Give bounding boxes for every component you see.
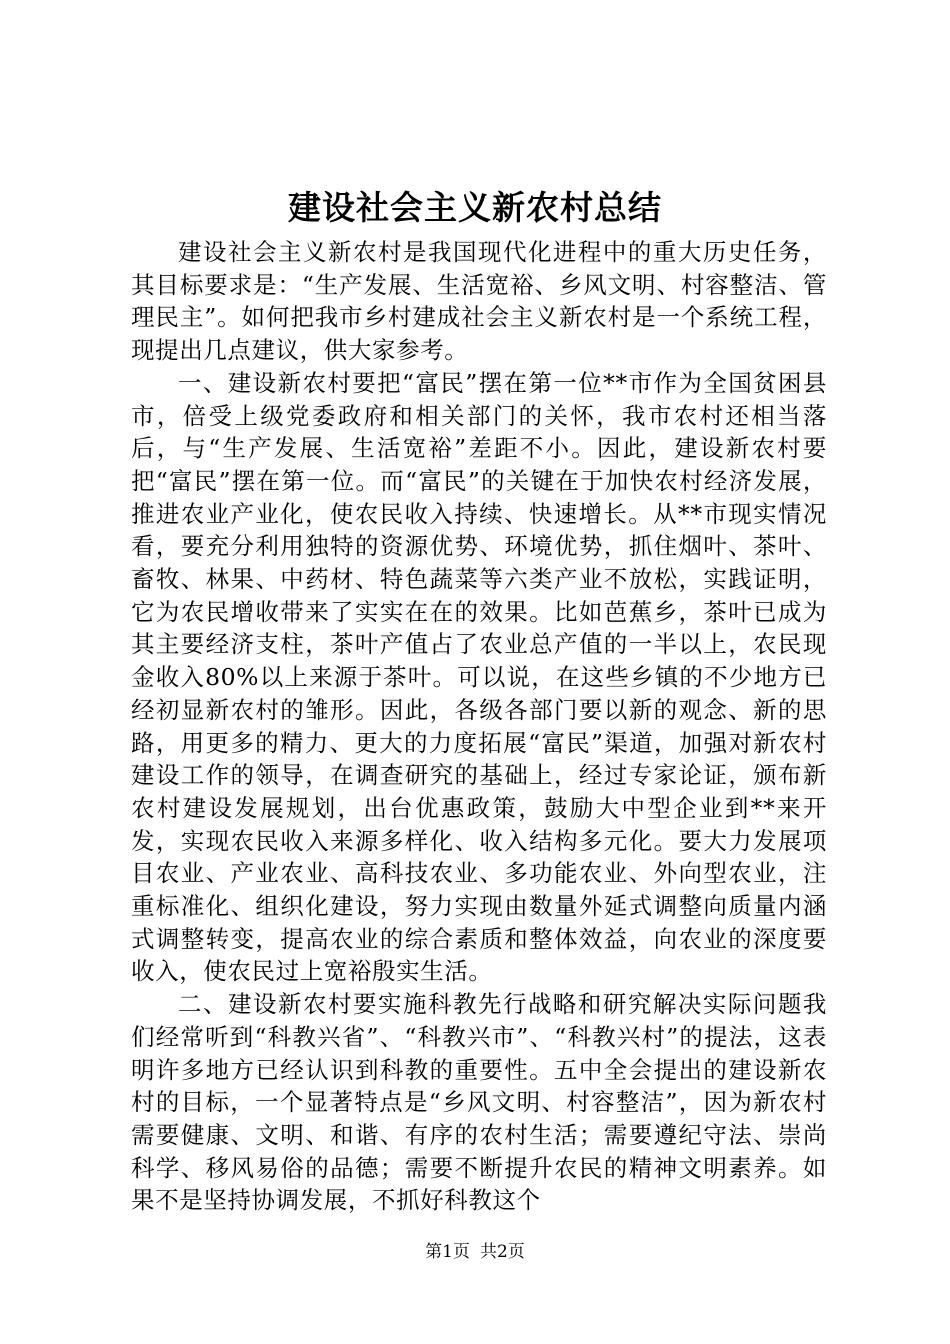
page-footer (0, 1240, 950, 1264)
paragraph-intro: 建设社会主义新农村是我国现代化进程中的重大历史任务，其目标要求是：“生产发展、生活宽裕、乡风文明、村容整洁、管理民主”。如何把我市乡村建成社会主义新农村是一个系统工程，现提出几点建议，供大家参考。 (131, 238, 827, 365)
page-number: 第1页 (425, 1242, 470, 1262)
paragraph-section-one: 一、建设新农村要把“富民”摆在第一位**市作为全国贫困县市，倍受上级党委政府和相关部门的关怀，我市农村还相当落后，与“生产发展、生活宽裕”差距不小。因此，建设新农村要把“富民”摆在第一位。而“富民”的关键在于加快农村经济发展，推进农业产业化，使农民收入持续、快速增长。从**市现实情况看，要充分利用独特的资源优势、环境优势，抓住烟叶、茶叶、畜牧、林果、中药材、特色蔬菜等六类产业不放松，实践证明，它为农民增收带来了实实在在的效果。比如芭蕉乡，茶叶已成为其主要经济支柱，茶叶产值占了农业总产值的一半以上，农民现金收入80%以上来源于茶叶。可以说，在这些乡镇的不少地方已经初显新农村的雏形。因此，各级各部门要以新的观念、新的思路，用更多的精力、更大的力度拓展“富民”渠道，加强对新农村建设工作的领导，在调查研究的基础上，经过专家论证，颁布新农村建设发展规划，出台优惠政策，鼓励大中型企业到**来开发，实现农民收入来源多样化、收入结构多元化。要大力发展项目农业、产业农业、高科技农业、多功能农业、外向型农业，注重标准化、组织化建设，努力实现由数量外延式调整向质量内涵式调整转变，提高农业的综合素质和整体效益，向农业的深度要收入，使农民过上宽裕殷实生活。 (131, 368, 827, 986)
paragraph-section-two: 二、建设新农村要实施科教先行战略和研究解决实际问题我们经常听到“科教兴省”、“科教兴市”、“科教兴村”的提法，这表明许多地方已经认识到科教的重要性。五中全会提出的建设新农村的目标，一个显著特点是“乡风文明、村容整洁”，因为新农村需要健康、文明、和谐、有序的农村生活；需要遵纪守法、崇尚科学、移风易俗的品德；需要不断提升农民的精神文明素养。如果不是坚持协调发展，不抓好科教这个 (131, 990, 827, 1215)
document-body (131, 236, 827, 1217)
page-total: 共2页 (480, 1242, 525, 1262)
document-title: 建设社会主义新农村总结 (288, 188, 662, 227)
